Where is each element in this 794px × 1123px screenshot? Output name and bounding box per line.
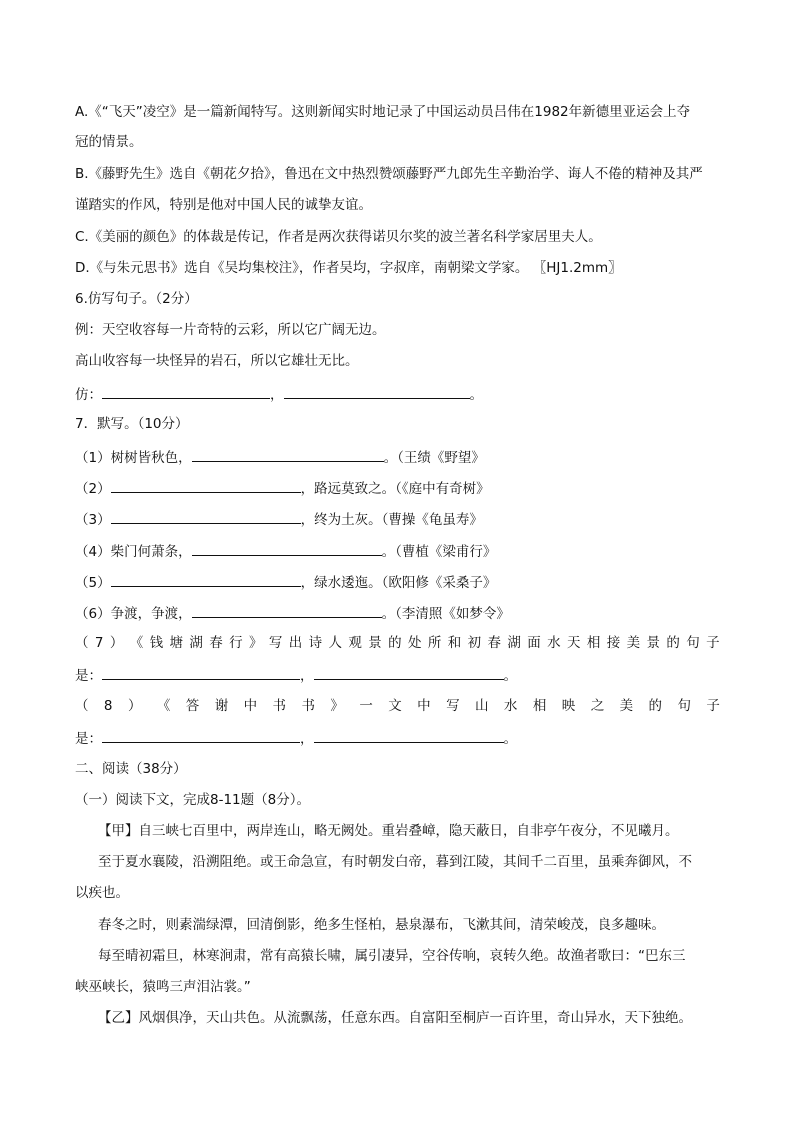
item8-char: 答 [185, 698, 200, 714]
q7-item-7-answer [75, 664, 517, 684]
item8-char: 水 [503, 698, 518, 714]
item8-char: 书 [272, 698, 287, 714]
item7-char: 《 [129, 635, 144, 651]
passage-jia-p4-line2: 峡巫峡长，猿鸣三声泪沾裳。” [75, 979, 251, 995]
q7-item-1-blank[interactable] [192, 446, 384, 462]
item7-char: 湖 [507, 635, 521, 651]
item7-char: 句 [686, 635, 700, 651]
q7-item-1-post: 。（王绩《野望》 [383, 450, 485, 466]
option-b-line1: B.《藤野先生》选自《朝花夕拾》，鲁迅在文中热烈赞颂藤野严九郎先生辛勤治学、诲人不倦的精神及其严 [75, 166, 703, 182]
item7-char: 景 [368, 635, 382, 651]
item8-char: 子 [706, 698, 720, 714]
item8-char: 8 [103, 698, 113, 714]
item8-char: 映 [561, 698, 576, 714]
q7-item-1-pre: （1）树树皆秋色， [75, 450, 192, 466]
q6-comma: ， [270, 387, 284, 403]
q7-item-2 [75, 477, 490, 497]
item7-char: 人 [328, 635, 342, 651]
q7-item-5-post: ，绿水逶迤。（欧阳修《采桑子》 [300, 575, 497, 591]
q6-end: 。 [469, 387, 483, 403]
q7-item-2-blank[interactable] [111, 477, 301, 493]
q7-item-3 [75, 508, 483, 528]
q7-item-4-post: 。（曹植《梁甫行》 [381, 544, 497, 560]
item8-char: 写 [446, 698, 460, 714]
item8-char: 书 [301, 698, 315, 714]
q6-example2: 高山收容每一块怪异的岩石，所以它雄壮无比。 [75, 353, 359, 369]
q7-item-2-post: ，路远莫致之。（《庭中有奇树》 [300, 481, 490, 497]
item8-char: 之 [590, 698, 605, 714]
q7-item-7-prompt [75, 633, 720, 653]
q7-item-6 [75, 602, 510, 622]
passage-jia-p2-line2: 以疾也。 [75, 885, 129, 901]
q7-item-4 [75, 540, 496, 560]
option-b-line2: 谨踏实的作风，特别是他对中国人民的诚挚友谊。 [75, 197, 372, 213]
q7-item-8-comma: ， [300, 731, 314, 747]
q6-prefix: 仿： [75, 387, 102, 403]
item8-char: 一 [359, 698, 373, 714]
item8-char: 谢 [214, 698, 229, 714]
item7-char: 所 [427, 635, 442, 651]
passage-yi-p1: 【乙】风烟俱净，天山共色。从流飘荡，任意东西。自富阳至桐庐一百许里，奇山异水，天下独绝。 [98, 1010, 692, 1026]
option-a-line1: A.《“飞天”凌空》是一篇新闻特写。这则新闻实时地记录了中国运动员吕伟在1982年新德里亚运会上夺 [75, 104, 691, 120]
q7-item-3-blank[interactable] [111, 508, 301, 524]
q7-item-3-pre: （3） [75, 512, 111, 528]
item7-char: 7 [94, 635, 104, 651]
item7-char: 出 [288, 635, 303, 651]
item8-char: 》 [330, 698, 344, 714]
item8-char: 美 [619, 698, 634, 714]
q7-item-7-blank-1[interactable] [102, 664, 300, 680]
item8-char: 的 [648, 698, 663, 714]
q6-blank-2[interactable] [284, 383, 470, 399]
item8-char: （ [75, 698, 89, 714]
item7-char: 的 [666, 635, 680, 651]
item7-char: 相 [586, 635, 601, 651]
item7-char: 》 [248, 635, 263, 651]
q7-item-8-prompt [75, 696, 720, 716]
item8-char: 句 [677, 698, 691, 714]
item7-char: 写 [268, 635, 283, 651]
option-d: D.《与朱元思书》选自《吴均集校注》，作者吴均，字叔庠，南朝梁文学家。 〖HJ1.2mm〗 [75, 260, 622, 276]
item7-char: 春 [487, 635, 501, 651]
item7-char: （ [75, 635, 89, 651]
item8-char: 相 [532, 698, 547, 714]
q7-item-1 [75, 446, 485, 466]
q7-item-5-blank[interactable] [111, 571, 301, 587]
q7-item-5-pre: （5） [75, 575, 111, 591]
item7-char: 观 [348, 635, 362, 651]
q7-item-6-post: 。（李清照《如梦令》 [381, 606, 510, 622]
item7-char: 天 [566, 635, 581, 651]
item8-char: 中 [243, 698, 258, 714]
item8-char: ） [127, 698, 142, 714]
item8-char: 《 [156, 698, 171, 714]
item8-char: 山 [475, 698, 489, 714]
q7-item-4-pre: （4）柴门何萧条， [75, 544, 192, 560]
q7-item-8-blank-1[interactable] [102, 727, 300, 743]
q7-item-8-is: 是： [75, 731, 102, 747]
q7-item-3-post: ，终为土灰。（曹操《龟虽寿》 [300, 512, 483, 528]
item7-char: 子 [706, 635, 720, 651]
q7-item-8-blank-2[interactable] [314, 727, 504, 743]
option-a-line2: 冠的情景。 [75, 134, 143, 150]
q6-answer-line [75, 383, 483, 403]
item7-char: 美 [626, 635, 641, 651]
q6-example1: 例：天空收容每一片奇特的云彩，所以它广阔无边。 [75, 322, 386, 338]
q7-item-8-answer [75, 727, 517, 747]
item8-char: 文 [388, 698, 402, 714]
item7-char: 塘 [169, 635, 183, 651]
item8-char: 中 [417, 698, 431, 714]
item7-char: 的 [388, 635, 402, 651]
item7-char: 景 [646, 635, 660, 651]
q7-item-8-end: 。 [503, 731, 517, 747]
section2-sub: （一）阅读下文，完成8-11题（8分）。 [75, 792, 310, 808]
q7-item-7-blank-2[interactable] [314, 664, 504, 680]
q7-item-7-comma: ， [300, 668, 314, 684]
item7-char: ） [109, 635, 124, 651]
item7-char: 诗 [308, 635, 323, 651]
q7-title: 7．默写。（10分） [75, 416, 189, 432]
q7-item-7-is: 是： [75, 668, 102, 684]
q6-title: 6.仿写句子。（2分） [75, 291, 198, 307]
q6-blank-1[interactable] [102, 383, 270, 399]
q7-item-5 [75, 571, 496, 591]
item7-char: 湖 [189, 635, 203, 651]
passage-jia-p1: 【甲】自三峡七百里中，两岸连山，略无阙处。重岩叠嶂，隐天蔽日，自非亭午夜分，不见曦月。 [98, 823, 679, 839]
item7-char: 接 [606, 635, 621, 651]
q7-item-2-pre: （2） [75, 481, 111, 497]
item7-char: 面 [527, 635, 541, 651]
q7-item-7-end: 。 [503, 668, 517, 684]
q7-item-6-pre: （6）争渡，争渡， [75, 606, 192, 622]
item7-char: 钱 [149, 635, 164, 651]
passage-jia-p3: 春冬之时，则素湍绿潭，回清倒影，绝多生怪柏，悬泉瀑布，飞漱其间，清荣峻茂，良多趣味。 [98, 917, 665, 933]
q7-item-6-blank[interactable] [192, 602, 382, 618]
item7-char: 处 [407, 635, 422, 651]
item7-char: 初 [467, 635, 482, 651]
item7-char: 行 [229, 635, 243, 651]
item7-char: 和 [447, 635, 462, 651]
passage-jia-p2-line1: 至于夏水襄陵，沿溯阻绝。或王命急宣，有时朝发白帝，暮到江陵，其间千二百里，虽乘奔御风，不 [98, 854, 692, 870]
q7-item-4-blank[interactable] [192, 540, 382, 556]
section2-title: 二、阅读（38分） [75, 761, 187, 777]
item7-char: 春 [209, 635, 223, 651]
item7-char: 水 [547, 635, 561, 651]
passage-jia-p4-line1: 每至晴初霜旦，林寒涧肃，常有高猿长啸，属引凄异，空谷传响，哀转久绝。故渔者歌曰：“巴东三 [98, 948, 686, 964]
option-c: C.《美丽的颜色》的体裁是传记，作者是两次获得诺贝尔奖的波兰著名科学家居里夫人。 [75, 229, 602, 245]
